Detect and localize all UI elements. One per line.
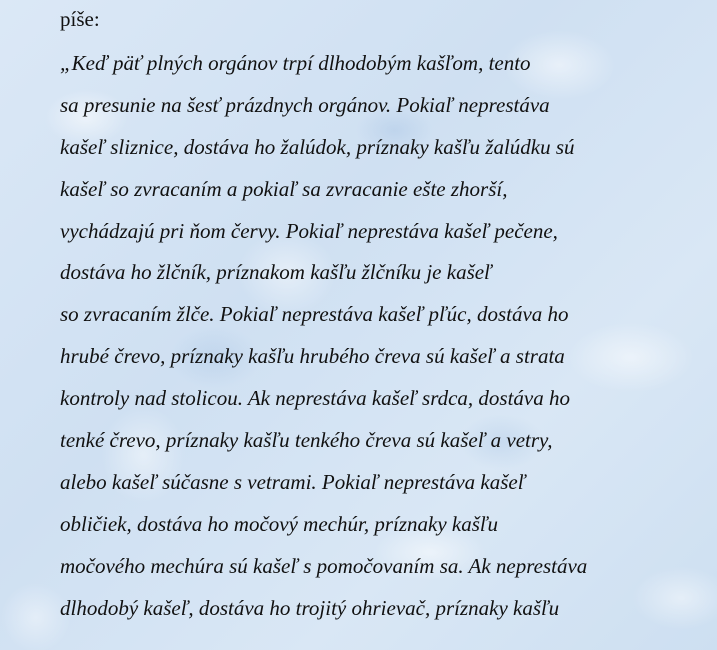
quoted-passage bbox=[60, 43, 587, 629]
text-line: kontroly nad stolicou. Ak neprestáva kašeľ srdca, dostáva ho bbox=[60, 386, 570, 411]
text-line: „Keď päť plných orgánov trpí dlhodobým kašľom, tento bbox=[60, 51, 531, 75]
text-line: obličiek, dostáva ho močový mechúr, príznaky kašľu bbox=[60, 511, 499, 536]
text-line: dostáva ho žlčník, príznakom kašľu žlčníku je kašeľ bbox=[60, 260, 492, 285]
text-line: so zvracaním žlče. Pokiaľ neprestáva kašeľ pľúc, dostáva ho bbox=[60, 302, 569, 327]
text-line: hrubé črevo, príznaky kašľu hrubého čreva sú kašeľ a strata bbox=[60, 344, 565, 369]
text-line: vychádzajú pri ňom červy. Pokiaľ neprestáva kašeľ pečene, bbox=[60, 218, 558, 243]
text-line: močového mechúra sú kašeľ s pomočovaním sa. Ak neprestáva bbox=[60, 553, 588, 578]
text-line: tenké črevo, príznaky kašľu tenkého čreva sú kašeľ a vetry, bbox=[60, 428, 553, 453]
text-line: kašeľ sliznice, dostáva ho žalúdok, príznaky kašľu žalúdku sú bbox=[60, 134, 575, 159]
text-line: dlhodobý kašeľ, dostáva ho trojitý ohrievač, príznaky kašľu bbox=[60, 595, 560, 620]
text-line: alebo kašeľ súčasne s vetrami. Pokiaľ neprestáva kašeľ bbox=[60, 469, 526, 494]
lead-text: píše: bbox=[60, 7, 100, 31]
text-line: kašeľ so zvracaním a pokiaľ sa zvracanie ešte zhorší, bbox=[60, 176, 508, 201]
text-line: sa presunie na šesť prázdnych orgánov. Pokiaľ neprestáva bbox=[60, 92, 550, 117]
